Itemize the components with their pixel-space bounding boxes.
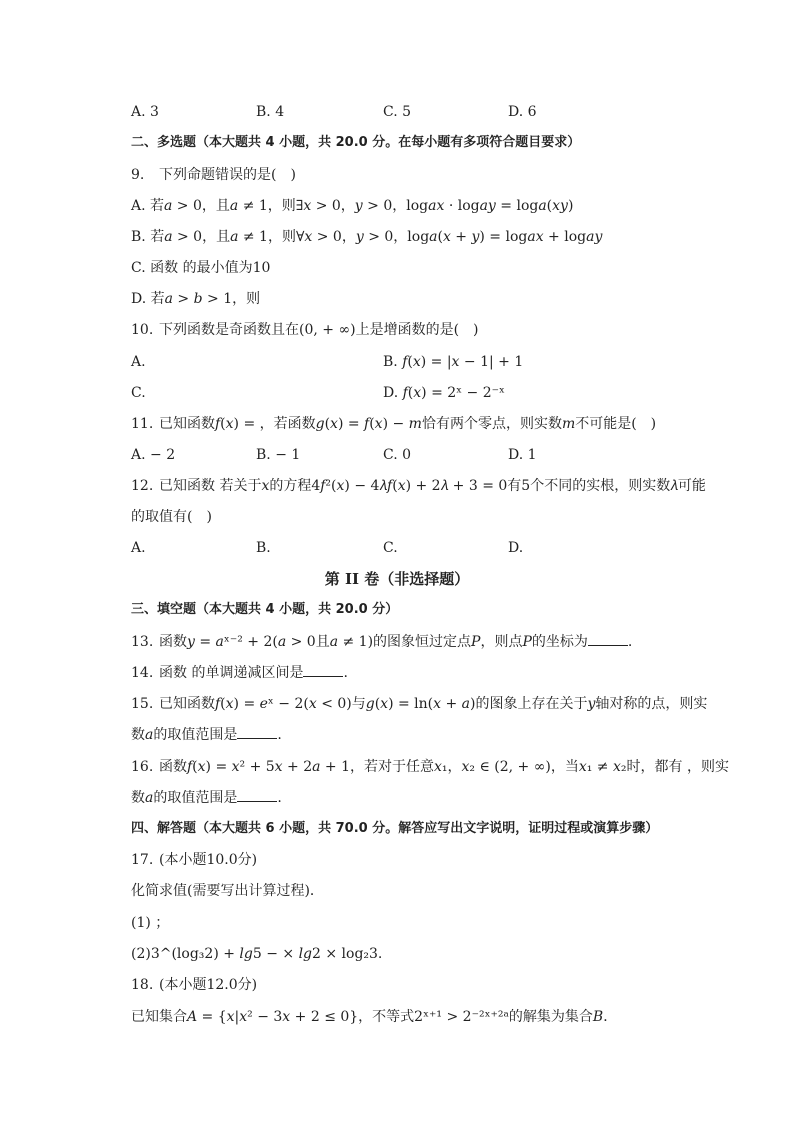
question-tail: .	[627, 634, 633, 650]
top-option-c: C. 5	[383, 104, 412, 120]
q17-line-3: (2)3^(log₃2) + 𝑙𝑔5 − × 𝑙𝑔2 × log₂3.	[131, 946, 383, 962]
q12-option-b: B.	[256, 540, 271, 556]
q17-line-2: (1) ；	[131, 915, 170, 931]
question-number: 10.	[131, 322, 154, 338]
section-4-header: 四、解答题（本大题共 6 小题，共 70.0 分。解答应写出文字说明，证明过程或演算步骤）	[131, 821, 659, 836]
question-9	[131, 165, 296, 185]
top-option-d: D. 6	[508, 104, 537, 120]
question-stem-cont: 数𝑎的取值范围是	[131, 727, 238, 743]
question-number: 12.	[131, 478, 154, 494]
question-number: 17.	[131, 852, 154, 868]
question-15-cont	[131, 725, 282, 745]
q10-option-c: C.	[131, 385, 146, 401]
question-13	[131, 632, 632, 652]
q12-option-c: C.	[383, 540, 398, 556]
question-tail: .	[277, 727, 282, 743]
question-stem: 已知函数 若关于𝑥的方程4𝑓²(𝑥) − 4𝜆𝑓(𝑥) + 2𝜆 + 3 = 0有5个不同的实根，则实数𝜆可能	[159, 478, 706, 494]
question-number: 9.	[131, 167, 145, 183]
q12-option-d: D.	[508, 540, 524, 556]
top-option-a: A. 3	[131, 104, 159, 120]
question-14	[131, 663, 348, 683]
question-stem: 下列函数是奇函数且在(0, + ∞)上是增函数的是( )	[159, 322, 479, 338]
question-stem: 已知函数𝑓(𝑥) = 𝑒ˣ − 2(𝑥 < 0)与𝑔(𝑥) = ln(𝑥 + 𝑎)的图象上存在关于𝑦轴对称的点，则实	[159, 696, 708, 712]
question-score: (本小题10.0分)	[159, 852, 258, 868]
q11-option-b: B. − 1	[256, 447, 301, 463]
question-stem-cont: 数𝑎的取值范围是	[131, 790, 238, 806]
q9-option-d: D. 若𝑎 > 𝑏 > 1，则	[131, 291, 261, 307]
question-number: 11.	[131, 416, 154, 432]
question-score: (本小题12.0分)	[159, 977, 258, 993]
section-2-header: 二、多选题（本大题共 4 小题，共 20.0 分。在每小题有多项符合题目要求）	[131, 135, 581, 150]
question-number: 18.	[131, 977, 154, 993]
question-stem: 下列命题错误的是( )	[159, 167, 296, 183]
question-12	[131, 476, 706, 496]
answer-blank	[237, 726, 277, 739]
question-number: 15.	[131, 696, 154, 712]
q18-line-1: 已知集合𝐴 = {𝑥|𝑥² − 3𝑥 + 2 ≤ 0}，不等式2ˣ⁺¹ > 2⁻²ˣ⁺²ᵃ的解集为集合𝐵．	[131, 1009, 618, 1025]
q9-option-b: B. 若𝑎 > 0，且𝑎 ≠ 1，则∀𝑥 > 0，𝑦 > 0，log𝑎(𝑥 + 𝑦) = log𝑎𝑥 + log𝑎𝑦	[131, 229, 603, 245]
part-2-title: 第 II 卷（非选择题）	[324, 570, 470, 588]
question-stem: 函数 的单调递减区间是	[159, 665, 304, 681]
top-option-b: B. 4	[256, 104, 285, 120]
question-tail: .	[277, 790, 282, 806]
question-15	[131, 694, 707, 714]
question-18	[131, 975, 257, 995]
q12-option-a: A.	[131, 540, 146, 556]
question-stem: 已知函数𝑓(𝑥) = ，若函数𝑔(𝑥) = 𝑓(𝑥) − 𝑚恰有两个零点，则实数𝑚不可能是( )	[159, 416, 657, 432]
section-3-header: 三、填空题（本大题共 4 小题，共 20.0 分）	[131, 602, 399, 617]
question-number: 16.	[131, 759, 154, 775]
question-stem: 函数𝑦 = 𝑎ˣ⁻² + 2(𝑎 > 0且𝑎 ≠ 1)的图象恒过定点𝑃，则点𝑃的坐标为	[159, 634, 588, 650]
q9-option-a: A. 若𝑎 > 0，且𝑎 ≠ 1，则∃𝑥 > 0，𝑦 > 0，log𝑎𝑥 · log𝑎𝑦 = log𝑎(𝑥𝑦)	[131, 198, 574, 214]
question-stem: 函数𝑓(𝑥) = 𝑥² + 5𝑥 + 2𝑎 + 1，若对于任意𝑥₁，𝑥₂ ∈ (2, + ∞)，当𝑥₁ ≠ 𝑥₂时，都有 ，则实	[159, 759, 729, 775]
q10-option-b: B. 𝑓(𝑥) = |𝑥 − 1| + 1	[383, 354, 524, 370]
question-11	[131, 414, 656, 434]
answer-blank	[237, 789, 277, 802]
q17-line-1: 化简求值(需要写出计算过程)．	[131, 883, 324, 899]
q11-option-a: A. − 2	[131, 447, 176, 463]
answer-blank	[588, 633, 628, 646]
q11-option-d: D. 1	[508, 447, 537, 463]
question-tail: .	[343, 665, 348, 681]
q10-option-a: A.	[131, 354, 146, 370]
question-16-cont	[131, 788, 282, 808]
answer-blank	[303, 664, 343, 677]
question-17	[131, 850, 257, 870]
question-number: 14.	[131, 665, 154, 681]
question-10	[131, 320, 479, 340]
q10-option-d: D. 𝑓(𝑥) = 2ˣ − 2⁻ˣ	[383, 385, 505, 401]
q11-option-c: C. 0	[383, 447, 412, 463]
question-12-cont: 的取值有( )	[131, 509, 212, 525]
question-16	[131, 757, 729, 777]
question-number: 13.	[131, 634, 154, 650]
q9-option-c: C. 函数 的最小值为10	[131, 260, 271, 276]
